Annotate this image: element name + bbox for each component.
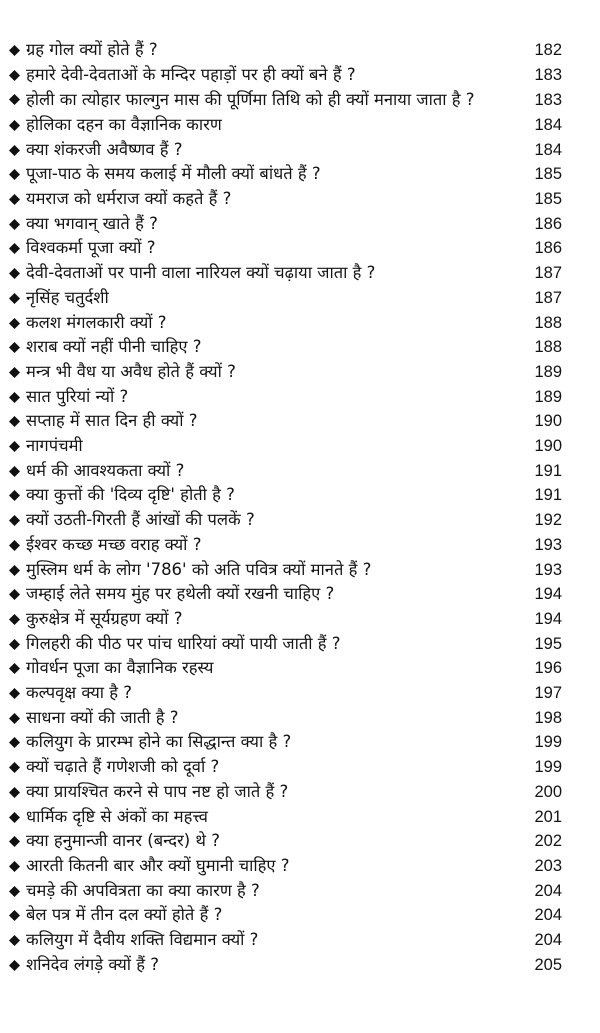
diamond-bullet-icon: [9, 293, 20, 304]
diamond-bullet-icon: [9, 861, 20, 872]
toc-entry-title: गोवर्धन पूजा का वैज्ञानिक रहस्य: [26, 658, 214, 678]
toc-entry: [0, 113, 600, 138]
toc-entry-title: कल्पवृक्ष क्या है ?: [26, 683, 133, 703]
toc-entry-title: बेल पत्र में तीन दल क्यों होते हैं ?: [26, 905, 223, 925]
toc-entry: [0, 854, 600, 879]
toc-entry-page-number: 189: [534, 362, 562, 381]
toc-entry: [0, 533, 600, 558]
toc-entry: [0, 730, 600, 755]
toc-entry: [0, 187, 600, 212]
diamond-bullet-icon: [9, 713, 20, 724]
toc-entry-page-number: 189: [534, 387, 562, 406]
toc-entry-page-number: 190: [534, 412, 562, 431]
toc-entry-title: क्या प्रायश्चित करने से पाप नष्ट हो जाते हैं ?: [26, 781, 289, 801]
toc-entry-page-number: 184: [534, 115, 562, 134]
toc-entry-title: मन्त्र भी वैध या अवैध होते हैं क्यों ?: [26, 361, 236, 381]
toc-entry-title: धार्मिक दृष्टि से अंकों का महत्त्व: [26, 806, 208, 826]
toc-entry-title: धर्म की आवश्यकता क्यों ?: [26, 460, 185, 480]
toc-entry: [0, 805, 600, 830]
toc-entry-page-number: 200: [534, 782, 562, 801]
diamond-bullet-icon: [9, 45, 20, 56]
diamond-bullet-icon: [9, 515, 20, 526]
toc-entry: [0, 755, 600, 780]
toc-entry: [0, 508, 600, 533]
toc-entry-page-number: 183: [534, 65, 562, 84]
toc-entry-page-number: 201: [534, 807, 562, 826]
toc-entry-page-number: 188: [534, 338, 562, 357]
diamond-bullet-icon: [9, 762, 20, 773]
toc-entry-title: क्या शंकरजी अवैष्णव हैं ?: [26, 139, 183, 159]
diamond-bullet-icon: [9, 145, 20, 156]
toc-entry-page-number: 186: [534, 239, 562, 258]
toc-entry: [0, 829, 600, 854]
diamond-bullet-icon: [9, 565, 20, 576]
toc-entry: [0, 38, 600, 63]
toc-entry: [0, 63, 600, 88]
toc-entry-page-number: 205: [534, 955, 562, 974]
diamond-bullet-icon: [9, 787, 20, 798]
toc-entry-page-number: 184: [534, 140, 562, 159]
diamond-bullet-icon: [9, 737, 20, 748]
toc-entry: [0, 681, 600, 706]
table-of-contents: [0, 38, 600, 978]
diamond-bullet-icon: [9, 70, 20, 81]
toc-entry-title: गिलहरी की पीठ पर पांच धारियां क्यों पायी जाती हैं ?: [26, 633, 341, 653]
toc-entry-page-number: 204: [534, 906, 562, 925]
toc-entry-title: हमारे देवी-देवताओं के मन्दिर पहाड़ों पर ही क्यों बने हैं ?: [26, 64, 356, 84]
toc-entry: [0, 385, 600, 410]
toc-entry-title: सात पुरियां न्यों ?: [26, 386, 129, 406]
toc-entry: [0, 434, 600, 459]
toc-entry: [0, 656, 600, 681]
toc-entry: [0, 286, 600, 311]
toc-entry-page-number: 193: [534, 560, 562, 579]
toc-entry-title: शराब क्यों नहीं पीनी चाहिए ?: [26, 337, 202, 357]
diamond-bullet-icon: [9, 120, 20, 131]
diamond-bullet-icon: [9, 910, 20, 921]
toc-entry-page-number: 199: [534, 733, 562, 752]
toc-entry: [0, 879, 600, 904]
diamond-bullet-icon: [9, 639, 20, 650]
toc-entry: [0, 607, 600, 632]
toc-entry-title: सप्ताह में सात दिन ही क्यों ?: [26, 411, 198, 431]
diamond-bullet-icon: [9, 688, 20, 699]
toc-entry-title: शनिदेव लंगड़े क्यों हैं ?: [26, 954, 160, 974]
toc-entry: [0, 87, 600, 113]
toc-entry-title: कुरुक्षेत्र में सूर्यग्रहण क्यों ?: [26, 608, 183, 628]
toc-entry-page-number: 196: [534, 659, 562, 678]
toc-entry: [0, 236, 600, 261]
toc-entry-title: होलिका दहन का वैज्ञानिक कारण: [26, 114, 222, 134]
toc-entry-page-number: 191: [534, 461, 562, 480]
toc-entry: [0, 360, 600, 385]
toc-entry: [0, 706, 600, 731]
toc-entry: [0, 780, 600, 805]
toc-entry-title: कलियुग में दैवीय शक्ति विद्यमान क्यों ?: [26, 930, 259, 950]
toc-entry: [0, 261, 600, 286]
toc-entry-title: क्या हनुमान्जी वानर (बन्दर) थे ?: [26, 831, 220, 851]
toc-entry: [0, 632, 600, 657]
diamond-bullet-icon: [9, 169, 20, 180]
toc-entry-title: नृसिंह चतुर्दशी: [26, 287, 109, 307]
toc-entry-title: क्या कुत्तों की 'दिव्य दृष्टि' होती है ?: [26, 485, 235, 505]
toc-entry-page-number: 199: [534, 758, 562, 777]
toc-entry-title: चमड़े की अपवित्रता का क्या कारण है ?: [26, 880, 260, 900]
toc-entry-page-number: 187: [534, 264, 562, 283]
toc-entry-title: ग्रह गोल क्यों होते हैं ?: [26, 40, 158, 59]
toc-entry-title: आरती कितनी बार और क्यों घुमानी चाहिए ?: [26, 856, 290, 875]
toc-entry-page-number: 185: [534, 165, 562, 184]
toc-entry: [0, 928, 600, 953]
toc-entry: [0, 409, 600, 434]
toc-entry-page-number: 182: [534, 41, 562, 59]
toc-entry: [0, 483, 600, 508]
toc-entry: [0, 953, 600, 978]
toc-entry-page-number: 194: [534, 609, 562, 628]
toc-entry: [0, 582, 600, 607]
diamond-bullet-icon: [9, 490, 20, 501]
toc-entry-page-number: 203: [534, 857, 562, 875]
toc-entry: [0, 311, 600, 336]
toc-entry-title: जम्हाई लेते समय मुंह पर हथेली क्यों रखनी चाहिए ?: [26, 584, 335, 604]
diamond-bullet-icon: [9, 268, 20, 279]
diamond-bullet-icon: [9, 194, 20, 205]
diamond-bullet-icon: [9, 614, 20, 625]
toc-entry-title: पूजा-पाठ के समय कलाई में मौली क्यों बांधते हैं ?: [26, 164, 321, 184]
toc-entry-title: देवी-देवताओं पर पानी वाला नारियल क्यों चढ़ाया जाता है ?: [26, 263, 376, 283]
toc-entry-title: नागपंचमी: [26, 436, 83, 456]
diamond-bullet-icon: [9, 441, 20, 452]
toc-entry-title: क्या भगवान् खाते हैं ?: [26, 213, 158, 233]
toc-entry: [0, 459, 600, 484]
toc-entry-page-number: 202: [534, 832, 562, 851]
toc-entry-title: यमराज को धर्मराज क्यों कहते हैं ?: [26, 189, 232, 209]
toc-entry: [0, 903, 600, 928]
toc-entry: [0, 162, 600, 187]
diamond-bullet-icon: [9, 318, 20, 329]
toc-entry-page-number: 187: [534, 288, 562, 307]
toc-entry-title: मुस्लिम धर्म के लोग '786' को अति पवित्र क्यों मानते हैं ?: [26, 559, 372, 579]
toc-entry-page-number: 204: [534, 881, 562, 900]
diamond-bullet-icon: [9, 466, 20, 477]
toc-entry-page-number: 183: [534, 91, 562, 110]
toc-entry-title: कलियुग के प्रारम्भ होने का सिद्धान्त क्या है ?: [26, 732, 292, 752]
diamond-bullet-icon: [9, 94, 20, 105]
diamond-bullet-icon: [9, 367, 20, 378]
toc-entry-title: क्यों उठती-गिरती हैं आंखों की पलकें ?: [26, 510, 255, 530]
toc-entry-page-number: 194: [534, 585, 562, 604]
diamond-bullet-icon: [9, 935, 20, 946]
diamond-bullet-icon: [9, 836, 20, 847]
toc-entry-page-number: 204: [534, 931, 562, 950]
diamond-bullet-icon: [9, 886, 20, 897]
toc-entry: [0, 212, 600, 237]
toc-entry-page-number: 197: [534, 684, 562, 703]
toc-entry-title: क्यों चढ़ाते हैं गणेशजी को दूर्वा ?: [26, 757, 220, 777]
toc-entry-title: ईश्वर कच्छ मच्छ वराह क्यों ?: [26, 534, 202, 554]
toc-entry-page-number: 185: [534, 190, 562, 209]
toc-entry-page-number: 195: [534, 634, 562, 653]
toc-entry-page-number: 190: [534, 437, 562, 456]
diamond-bullet-icon: [9, 540, 20, 551]
toc-entry-title: कलश मंगलकारी क्यों ?: [26, 312, 167, 332]
diamond-bullet-icon: [9, 219, 20, 230]
toc-entry-page-number: 198: [534, 708, 562, 727]
diamond-bullet-icon: [9, 243, 20, 254]
diamond-bullet-icon: [9, 960, 20, 971]
diamond-bullet-icon: [9, 392, 20, 403]
diamond-bullet-icon: [9, 812, 20, 823]
diamond-bullet-icon: [9, 663, 20, 674]
toc-entry-page-number: 188: [534, 313, 562, 332]
toc-entry: [0, 335, 600, 360]
toc-entry-page-number: 192: [534, 511, 562, 530]
toc-entry-title: विश्वकर्मा पूजा क्यों ?: [26, 238, 156, 258]
toc-entry-title: साधना क्यों की जाती है ?: [26, 707, 179, 727]
toc-entry: [0, 558, 600, 583]
diamond-bullet-icon: [9, 589, 20, 600]
toc-entry-title: होली का त्योहार फाल्गुन मास की पूर्णिमा तिथि को ही क्यों मनाया जाता है ?: [26, 90, 475, 110]
diamond-bullet-icon: [9, 342, 20, 353]
toc-entry-page-number: 186: [534, 214, 562, 233]
toc-entry: [0, 138, 600, 163]
diamond-bullet-icon: [9, 416, 20, 427]
toc-entry-page-number: 191: [534, 486, 562, 505]
toc-entry-page-number: 193: [534, 535, 562, 554]
